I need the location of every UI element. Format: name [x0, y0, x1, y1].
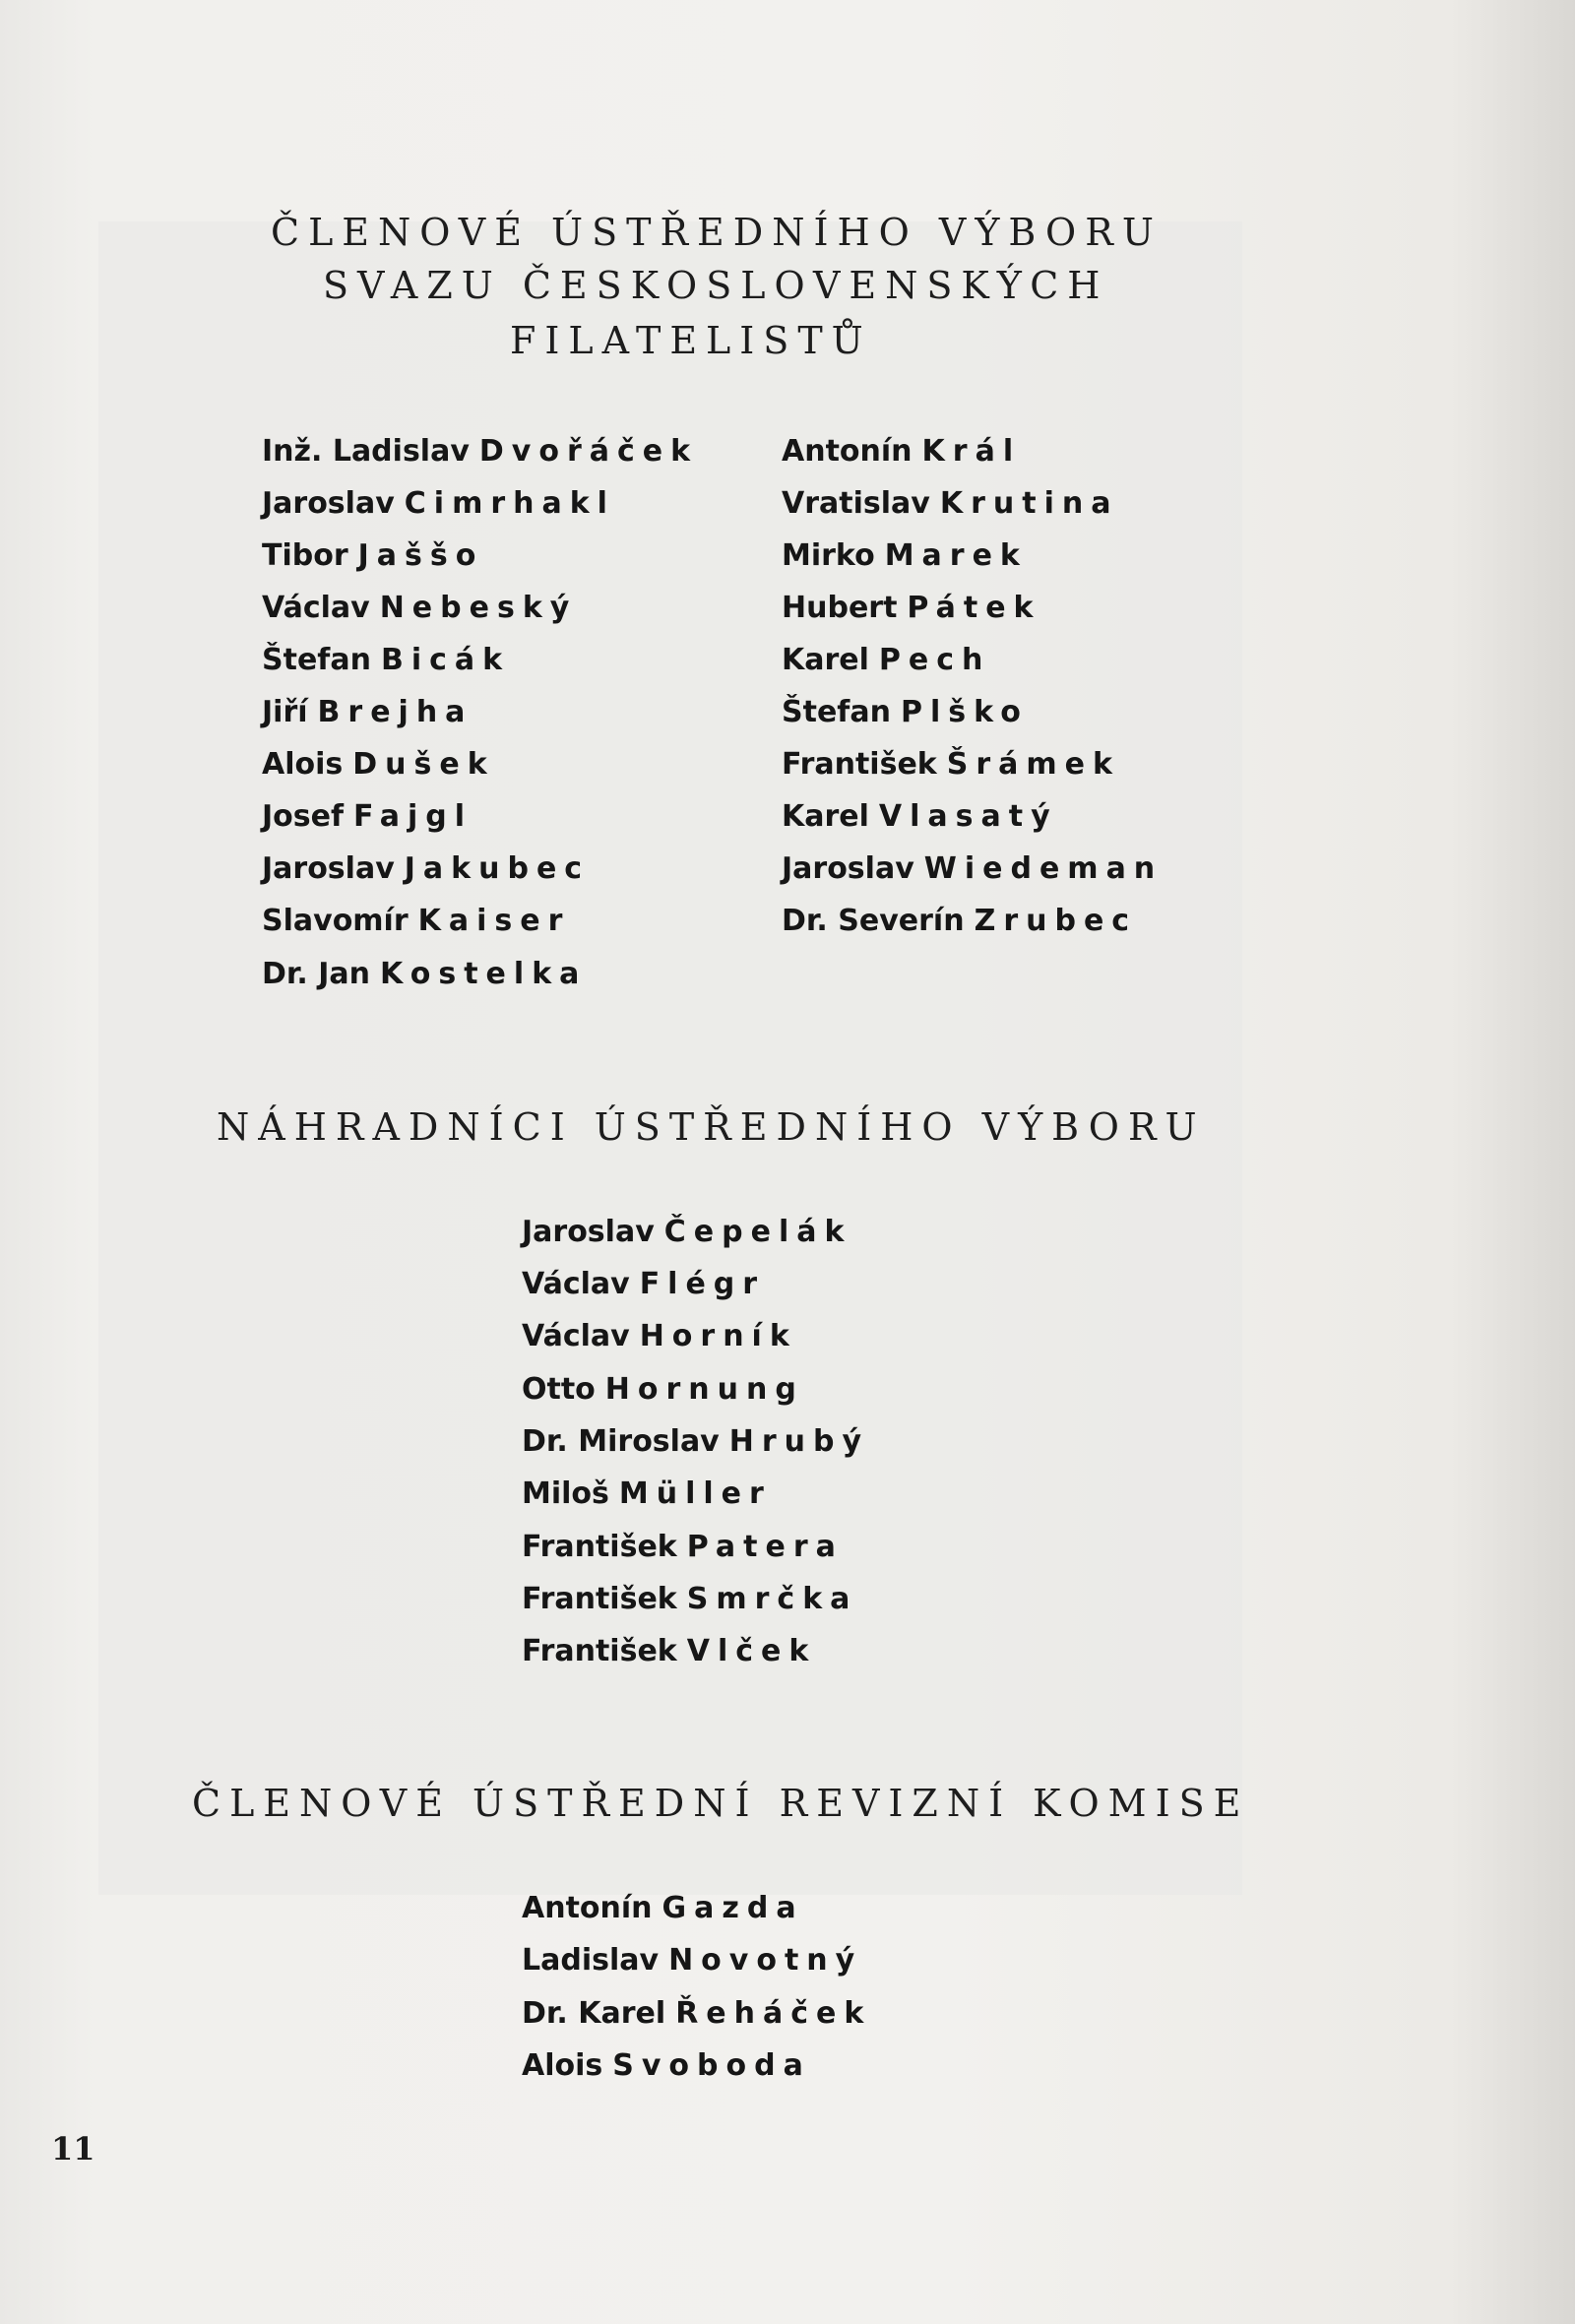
revision-member-3: Dr. Karel Řeháček — [522, 1996, 872, 2031]
substitute-1: Jaroslav Čepelák — [522, 1215, 852, 1249]
substitute-3: Václav Horník — [522, 1319, 797, 1353]
member-left-9: Jaroslav Jakubec — [262, 851, 591, 886]
member-right-3: Mirko Marek — [782, 538, 1028, 573]
member-left-11: Dr. Jan Kostelka — [262, 957, 588, 991]
heading-committee-line1: ČLENOVÉ ÚSTŘEDNÍHO VÝBORU — [271, 211, 1163, 254]
page-number: 11 — [51, 2130, 95, 2167]
member-left-3: Tibor Jaššo — [262, 538, 484, 573]
member-right-8: Karel Vlasatý — [782, 799, 1058, 834]
substitute-2: Václav Flégr — [522, 1267, 766, 1301]
member-left-2: Jaroslav Cimrhakl — [262, 486, 615, 521]
member-left-5: Štefan Bicák — [262, 643, 511, 677]
substitute-8: František Smrčka — [522, 1582, 858, 1616]
member-right-7: František Šrámek — [782, 747, 1120, 782]
substitute-9: František Vlček — [522, 1634, 817, 1668]
member-left-10: Slavomír Kaiser — [262, 904, 571, 938]
substitute-4: Otto Hornung — [522, 1372, 804, 1407]
member-left-4: Václav Nebeský — [262, 591, 578, 625]
substitute-7: František Patera — [522, 1530, 844, 1564]
member-right-9: Jaroslav Wiedeman — [782, 851, 1164, 886]
member-left-6: Jiří Brejha — [262, 695, 473, 729]
substitute-5: Dr. Miroslav Hrubý — [522, 1424, 870, 1459]
heading-committee-line2: SVAZU ČESKOSLOVENSKÝCH — [323, 264, 1109, 307]
heading-revision-commission: ČLENOVÉ ÚSTŘEDNÍ REVIZNÍ KOMISE — [192, 1782, 1250, 1825]
member-left-8: Josef Fajgl — [262, 799, 473, 834]
member-right-10: Dr. Severín Zrubec — [782, 904, 1138, 938]
revision-member-4: Alois Svoboda — [522, 2048, 811, 2083]
member-right-1: Antonín Král — [782, 434, 1022, 469]
substitute-6: Miloš Müller — [522, 1476, 772, 1511]
member-right-2: Vratislav Krutina — [782, 486, 1119, 521]
member-right-4: Hubert Pátek — [782, 591, 1041, 625]
revision-member-2: Ladislav Novotný — [522, 1943, 863, 1978]
member-right-6: Štefan Plško — [782, 695, 1029, 729]
heading-substitutes: NÁHRADNÍCI ÚSTŘEDNÍHO VÝBORU — [217, 1105, 1206, 1149]
member-right-5: Karel Pech — [782, 643, 991, 677]
member-left-7: Alois Dušek — [262, 747, 495, 782]
member-left-1: Inž. Ladislav Dvořáček — [262, 434, 699, 469]
revision-member-1: Antonín Gazda — [522, 1891, 804, 1925]
heading-committee-line3: FILATELISTŮ — [510, 319, 872, 362]
